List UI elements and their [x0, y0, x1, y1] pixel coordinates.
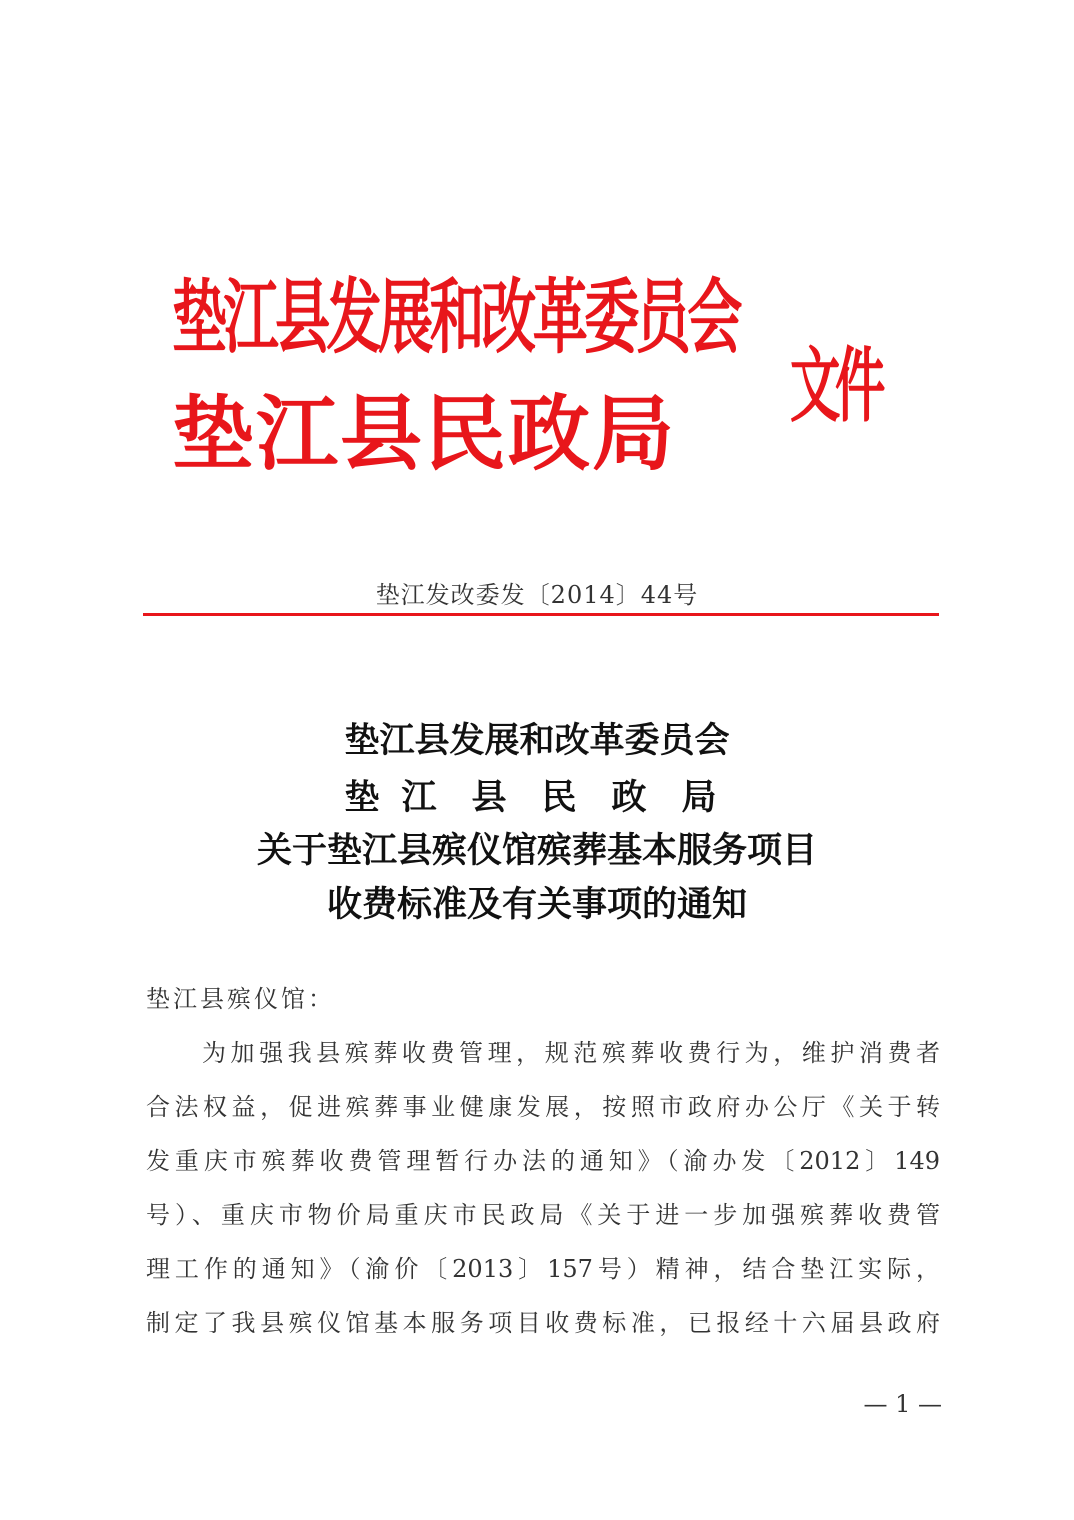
title-line-4: 收费标准及有关事项的通知: [326, 885, 747, 925]
document-number: 垫江发改委发〔2014〕44号: [375, 581, 699, 609]
salutation: 垫江县殡仪馆：: [146, 985, 335, 1013]
body-text-line: 理工作的通知》（渝价〔2013〕157号）精神，结合垫江实际，: [146, 1255, 940, 1283]
body-text-line: 制定了我县殡仪馆基本服务项目收费标准，已报经十六届县政府: [146, 1309, 940, 1337]
red-divider-line: [143, 613, 939, 616]
page-number: — 1 —: [863, 1390, 942, 1418]
title-line-2: [0, 770, 1074, 820]
title-char: 局: [681, 778, 717, 818]
issuer-name-development-commission: 垫江县发展和改革委员会: [172, 271, 739, 366]
issuer-name-civil-affairs-bureau: 垫江县民政局: [172, 386, 677, 482]
title-char: 县: [471, 778, 507, 818]
document-type-label: 文件: [790, 338, 880, 435]
title-char: 民: [541, 778, 577, 818]
title-line-1: 垫江县发展和改革委员会: [344, 721, 730, 761]
title-char: 政: [611, 778, 647, 818]
body-text-line: 号）、重庆市物价局重庆市民政局《关于进一步加强殡葬收费管: [146, 1201, 940, 1229]
body-text-line: 合法权益，促进殡葬事业健康发展，按照市政府办公厅《关于转: [146, 1093, 940, 1121]
body-text-line: 发重庆市殡葬收费管理暂行办法的通知》（渝办发〔2012〕149: [146, 1147, 940, 1175]
title-char: 垫: [344, 778, 380, 818]
title-line-3: 关于垫江县殡仪馆殡葬基本服务项目: [256, 831, 817, 871]
title-char: 江: [401, 778, 437, 818]
body-text-line: 为加强我县殡葬收费管理，规范殡葬收费行为，维护消费者: [202, 1039, 940, 1067]
